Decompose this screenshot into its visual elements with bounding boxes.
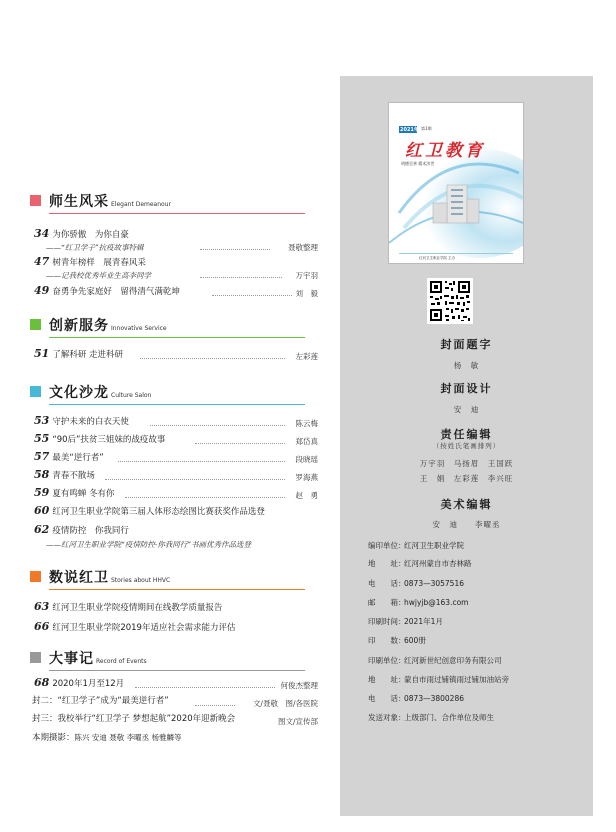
item-author: 刘 毅 (295, 289, 318, 298)
item-title: 青春不散场 (52, 471, 95, 481)
cover-slogan: 明德至善 精术济世 (401, 161, 435, 166)
page-number: 53 (34, 414, 50, 427)
leader-dots (200, 242, 270, 250)
info-value: 0873—3800286 (404, 694, 464, 703)
section-title: 创新服务 (49, 318, 109, 334)
page-number: 47 (34, 255, 50, 268)
item-author: 文/聂敬 图/各医院 (252, 699, 318, 708)
item-title: 红河卫生职业学院第三届人体形态绘图比赛获奖作品选登 (52, 507, 265, 517)
leader-dots (125, 490, 285, 498)
info-label: 印刷时间： (368, 617, 406, 626)
cover-issue: 第1期 (421, 126, 432, 131)
item-title: “90后”扶贫三姐妹的战疫故事 (52, 435, 166, 445)
item-title: 红河卫生职业学院疫情期间在线教学质量报告 (52, 603, 223, 613)
item-author: 何俊杰整理 (280, 681, 318, 690)
item-title: 树青年榜样 展青春风采 (52, 258, 146, 268)
leader-dots (118, 454, 285, 462)
item-author: 图文/宣传部 (277, 717, 318, 726)
section-square-icon (30, 195, 41, 206)
item-title: 最美“逆行者” (52, 453, 104, 463)
editors-note: （按姓氏笔画排列） (432, 442, 501, 450)
info-label: 电 话： (368, 579, 406, 588)
qr-code-icon (427, 278, 473, 324)
info-row (368, 597, 468, 608)
info-label: 编印单位： (368, 541, 406, 550)
leader-dots (212, 288, 292, 296)
cover-design-name: 安 迪 (453, 405, 480, 414)
item-author: 聂敬整理 (288, 243, 318, 252)
section-subtitle: Record of Events (96, 658, 147, 665)
item-subtitle: ——“红卫学子”抗疫故事特辑 (46, 243, 144, 252)
section-header-teachers (30, 192, 305, 214)
section-title: 文化沙龙 (49, 385, 109, 401)
page-number: 63 (34, 600, 50, 613)
page-number: 59 (34, 486, 50, 499)
info-label: 地 址： (368, 559, 406, 568)
page-number: 55 (34, 432, 50, 445)
info-row (368, 616, 443, 627)
item-title: 我校举行“红卫学子 梦想起航”2020年迎新晚会 (57, 714, 236, 724)
info-value: 红河州蒙自市杏林路 (404, 559, 472, 568)
qr-code (427, 278, 473, 324)
leader-dots (135, 680, 275, 688)
editors-names-2: 王 娟 左彩莲 李兴旺 (419, 474, 514, 483)
section-subtitle: Stories about HHVC (111, 577, 171, 584)
info-row (368, 674, 509, 685)
info-row (368, 712, 494, 723)
item-subtitle: ——红河卫生职业学院“疫情防控·你我同行”书画优秀作品选登 (46, 540, 252, 549)
info-label: 发送对象： (368, 713, 406, 722)
page-number: 62 (34, 523, 50, 536)
page-number: 34 (34, 227, 50, 240)
page-number: 57 (34, 450, 50, 463)
section-title: 数说红卫 (49, 570, 109, 586)
section-square-icon (30, 652, 41, 663)
editors-names-1: 万宇羽 马扬眉 王国跃 (419, 459, 514, 468)
photographer-names: 陈兴 安迪 聂敬 李曜丞 杨雅麟等 (74, 733, 182, 742)
section-rule (49, 589, 305, 590)
info-row (368, 693, 464, 704)
info-value: 红河新世纪创意印务有限公司 (404, 656, 502, 665)
toc-item[interactable] (34, 621, 319, 633)
item-author: 万宇羽 (295, 271, 318, 280)
info-value: 红河卫生职业学院 (404, 541, 464, 550)
info-row (368, 540, 464, 551)
item-title: “红卫学子”成为“最美逆行者” (57, 696, 169, 706)
leader-dots (150, 418, 285, 426)
colophon-panel (340, 76, 593, 816)
item-author: 陈云梅 (295, 419, 318, 428)
section-rule (49, 670, 305, 671)
section-subtitle: Elegant Demeanour (111, 201, 171, 208)
photographers (32, 732, 317, 744)
cover-title: 红卫教育 (405, 141, 485, 161)
info-label: 印 数： (368, 636, 406, 645)
toc-item[interactable] (34, 524, 319, 536)
info-row (368, 655, 502, 666)
section-rule (49, 337, 305, 338)
toc-item[interactable] (34, 228, 319, 240)
section-rule (49, 404, 305, 405)
section-subtitle: Innovative Service (111, 325, 167, 332)
toc-item[interactable] (32, 713, 317, 725)
leader-dots (200, 270, 282, 278)
item-title: 夏有鸣蝉 冬有你 (52, 489, 115, 499)
toc-item[interactable] (34, 256, 319, 268)
info-label: 电 话： (368, 694, 406, 703)
cover-design-title: 封面设计 (440, 382, 493, 395)
page-number: 49 (34, 284, 50, 297)
item-title: 为你骄傲 为你自豪 (52, 230, 129, 240)
page-number: 68 (34, 676, 50, 689)
leader-dots (105, 472, 285, 480)
leader-dots (195, 436, 285, 444)
section-header-events (30, 649, 305, 671)
info-label: 邮 箱： (368, 598, 406, 607)
info-value: 600册 (404, 636, 426, 645)
item-author: 段晓瑶 (295, 455, 318, 464)
info-label: 地 址： (368, 675, 406, 684)
toc-item[interactable] (34, 505, 319, 517)
page-number: 60 (34, 504, 50, 517)
art-editors-title: 美术编辑 (440, 498, 493, 511)
info-row (368, 635, 426, 646)
page-number: 58 (34, 468, 50, 481)
info-label: 印刷单位： (368, 656, 406, 665)
item-title: 奋勇争先家庭好 留得清气满乾坤 (52, 287, 180, 297)
item-title: 红河卫生职业学院2019年适应社会需求能力评估 (52, 623, 236, 633)
section-square-icon (30, 571, 41, 582)
item-label: 封二： (32, 696, 58, 706)
cover-calligraphy-name: 杨 敏 (453, 361, 480, 370)
section-subtitle: Culture Salon (111, 392, 152, 399)
info-value: 蒙自市雨过铺镇雨过铺加油站旁 (404, 675, 509, 684)
magazine-cover (388, 102, 524, 264)
toc-item[interactable] (34, 601, 319, 613)
leader-dots (195, 698, 235, 706)
section-square-icon (30, 386, 41, 397)
item-author: 罗海燕 (295, 473, 318, 482)
art-editors-names: 安 迪 李曜丞 (432, 520, 501, 529)
item-title: 疫情防控 你我同行 (52, 526, 129, 536)
leader-dots (140, 351, 285, 359)
page-number: 66 (34, 620, 50, 633)
section-rule (49, 213, 305, 214)
item-author: 赵 勇 (295, 491, 318, 500)
section-title: 大事记 (49, 651, 94, 667)
item-subtitle: ——记我校优秀毕业生高李同学 (46, 271, 151, 280)
item-label: 封三： (32, 714, 58, 724)
page-number: 51 (34, 347, 50, 360)
info-value: 0873—3057516 (404, 579, 464, 588)
editors-title: 责任编辑 (440, 428, 493, 441)
section-header-culture (30, 383, 305, 405)
info-value: 2021年1月 (404, 617, 443, 626)
section-square-icon (30, 319, 41, 330)
info-value: hwjyjb@163.com (404, 598, 469, 607)
section-header-data (30, 568, 305, 590)
item-label: 本期摄影： (32, 733, 75, 743)
info-row (368, 578, 464, 589)
info-row (368, 558, 472, 569)
item-title: 2020年1月至12月 (52, 679, 125, 689)
item-author: 左彩莲 (295, 352, 318, 361)
item-author: 郑岱真 (295, 437, 318, 446)
item-title: 了解科研 走进科研 (52, 350, 124, 360)
info-value: 上级部门、合作单位及师生 (404, 713, 494, 722)
item-title: 守护未来的白衣天使 (52, 417, 129, 427)
cover-year: 2021年 (400, 127, 419, 133)
section-title: 师生风采 (49, 194, 109, 210)
cover-calligraphy-title: 封面题字 (440, 338, 493, 351)
cover-footer: 红河卫生职业学院 主办 (419, 256, 456, 260)
section-header-innovation (30, 316, 305, 338)
